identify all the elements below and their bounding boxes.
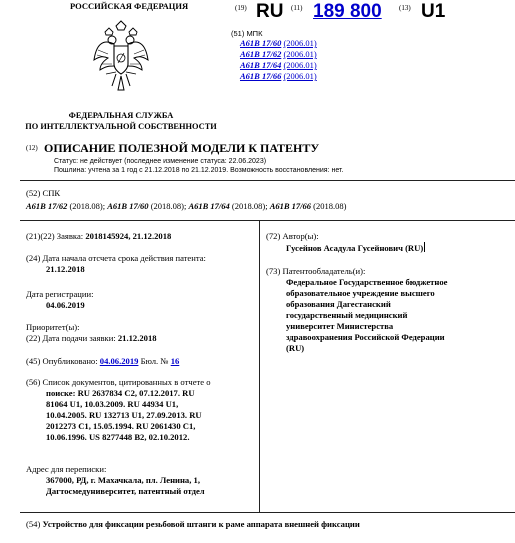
cpc-item-version: (2018.08) (313, 201, 347, 211)
invention-title: Устройство для фиксации резьбовой штанги к раме аппарата внешней фиксации (42, 519, 360, 529)
mpk-code-link[interactable]: A61B 17/66 (240, 71, 282, 81)
cited-docs-line: поиске: RU 2637834 C2, 07.12.2017. RU (46, 388, 195, 398)
author-field (266, 231, 511, 254)
mpk-item[interactable] (240, 49, 317, 60)
owner-line: здравоохранения Российской Федерации (286, 332, 445, 342)
kind-code: U1 (421, 1, 446, 22)
author-code: (72) (266, 231, 281, 241)
service-name (0, 110, 242, 132)
owner-line: образовательное учреждение высшего (286, 288, 435, 298)
publication-code: (45) (26, 356, 41, 366)
country-code: RU (256, 1, 284, 22)
mpk-code-link[interactable]: A61B 17/62 (240, 49, 282, 59)
cpc-heading (26, 188, 60, 199)
country-name: РОССИЙСКАЯ ФЕДЕРАЦИЯ (70, 1, 189, 11)
fee-line: Пошлина: учтена за 1 год с 21.12.2018 по 21.12.2019. Возможность восстановления: нет. (54, 167, 344, 174)
author-value: Гусейнов Асадула Гусейнович (RU) (286, 243, 424, 253)
application-code: (21)(22) (26, 231, 55, 241)
owner-line: государственный медицинский (286, 310, 408, 320)
registration-field (26, 289, 93, 311)
cpc-item-code: A61B 17/64 (188, 201, 230, 211)
mpk-label: МПК (246, 29, 263, 38)
status-line: Статус: не действует (последнее изменение статуса: 22.06.2023) (54, 158, 267, 165)
mpk-version[interactable]: (2006.01) (283, 71, 317, 81)
registration-label: Дата регистрации: (26, 289, 94, 299)
invention-title-field (26, 519, 360, 530)
application-value: 2018145924, 21.12.2018 (85, 231, 172, 241)
mpk-version[interactable]: (2006.01) (283, 38, 317, 48)
coat-of-arms-emblem (92, 20, 150, 92)
cpc-list (26, 201, 346, 212)
code-19: (19) (235, 4, 247, 12)
invention-title-code: (54) (26, 519, 41, 529)
owner-line: (RU) (286, 343, 305, 353)
text-cursor (424, 242, 425, 252)
cited-docs-line: 10.06.1996. US 8277448 B2, 02.10.2012. (46, 432, 190, 442)
priority-text: Дата подачи заявки: (42, 333, 116, 343)
address-line: 367000, РД, г. Махачкала, пл. Ленина, 1, (46, 475, 200, 485)
owner-line: Федеральное Государственное бюджетное (286, 277, 448, 287)
mpk-code-link[interactable]: A61B 17/64 (240, 60, 282, 70)
mpk-heading (231, 29, 262, 38)
owner-code: (73) (266, 266, 281, 276)
priority-label: Приоритет(ы): (26, 322, 80, 332)
cpc-code: (52) (26, 188, 41, 198)
cpc-item-version: (2018.08); (231, 201, 268, 211)
cpc-item-version: (2018.08); (69, 201, 106, 211)
mpk-code-link[interactable]: A61B 17/60 (240, 38, 282, 48)
application-field (26, 231, 171, 242)
priority-value: 21.12.2018 (117, 333, 157, 343)
address-label: Адрес для переписки: (26, 464, 107, 474)
owner-field (266, 266, 511, 354)
cpc-item (270, 201, 347, 211)
service-line-2: ПО ИНТЕЛЛЕКТУАЛЬНОЙ СОБСТВЕННОСТИ (25, 122, 217, 131)
start-date-code: (24) (26, 253, 41, 263)
owner-line: университет Министерства (286, 321, 394, 331)
divider (20, 220, 515, 221)
divider (20, 512, 515, 513)
patent-number-link[interactable]: 189 800 (313, 1, 382, 22)
mpk-version[interactable]: (2006.01) (283, 60, 317, 70)
start-date-label: Дата начала отсчета срока действия патента: (42, 253, 206, 263)
cited-docs-code: (56) (26, 377, 41, 387)
registration-value: 04.06.2019 (46, 300, 85, 310)
bulletin-label: Бюл. № (140, 356, 169, 366)
address-line: Дагтосмедуниверситет, патентный отдел (46, 486, 205, 496)
divider (20, 180, 515, 181)
code-13: (13) (399, 4, 411, 12)
mpk-version[interactable]: (2006.01) (283, 49, 317, 59)
owner-line: образования Дагестанский (286, 299, 391, 309)
title-code: (12) (26, 144, 38, 152)
bulletin-number-link[interactable]: 16 (170, 356, 180, 366)
owner-label: Патентообладатель(и): (282, 266, 366, 276)
code-11: (11) (291, 4, 303, 12)
publication-label: Опубликовано: (42, 356, 98, 366)
address-field (26, 464, 258, 497)
cited-docs-line: 2012273 C1, 15.05.1994. RU 2061430 C1, (46, 421, 196, 431)
mpk-item[interactable] (240, 60, 317, 71)
column-divider (259, 220, 260, 512)
cited-docs-field (26, 377, 258, 443)
cpc-item-code: A61B 17/62 (26, 201, 68, 211)
priority-field (26, 322, 157, 344)
cpc-item-code: A61B 17/60 (107, 201, 149, 211)
cpc-item (26, 201, 105, 211)
mpk-item[interactable] (240, 38, 317, 49)
cpc-label: СПК (42, 188, 61, 198)
cited-docs-line: Список документов, цитированных в отчете о (42, 377, 211, 387)
start-date-value: 21.12.2018 (46, 264, 85, 274)
publication-date-link[interactable]: 04.06.2019 (99, 356, 139, 366)
mpk-list (240, 38, 317, 82)
cited-docs-line: 10.04.2005. RU 132713 U1, 27.09.2013. RU (46, 410, 202, 420)
author-label: Автор(ы): (282, 231, 319, 241)
document-title: ОПИСАНИЕ ПОЛЕЗНОЙ МОДЕЛИ К ПАТЕНТУ (44, 141, 320, 155)
cpc-item (107, 201, 186, 211)
start-date-field (26, 253, 258, 275)
cpc-item (188, 201, 267, 211)
cited-docs-line: 81064 U1, 10.03.2009. RU 44934 U1, (46, 399, 179, 409)
cpc-item-version: (2018.08); (150, 201, 187, 211)
priority-code: (22) (26, 333, 41, 343)
cpc-item-code: A61B 17/66 (269, 201, 312, 211)
application-label: Заявка: (56, 231, 84, 241)
mpk-item[interactable] (240, 71, 317, 82)
service-line-1: ФЕДЕРАЛЬНАЯ СЛУЖБА (68, 111, 174, 120)
publication-field (26, 356, 179, 367)
mpk-code: (51) (231, 29, 245, 38)
